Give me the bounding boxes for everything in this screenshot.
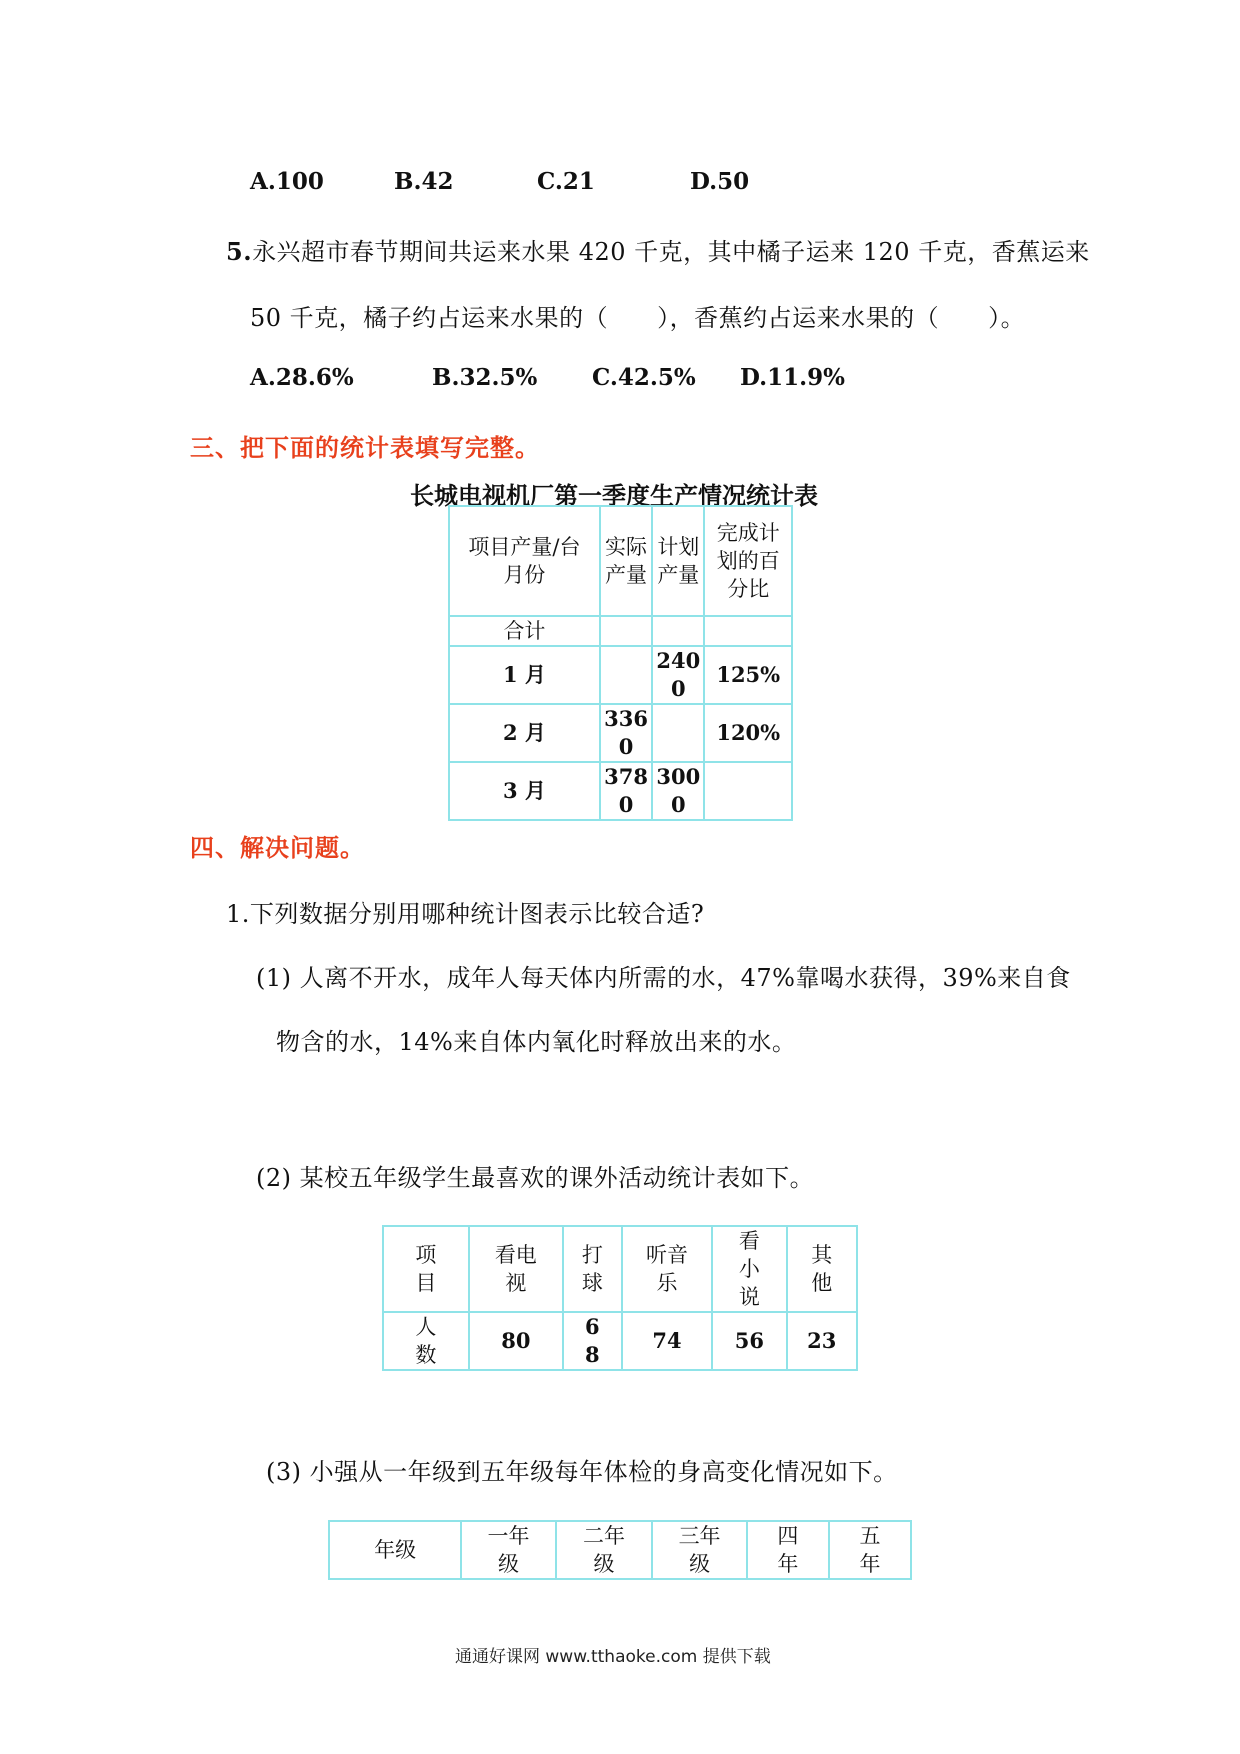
row-actual: 3360 <box>604 706 648 759</box>
row-planned <box>652 616 704 646</box>
row-actual <box>600 616 652 646</box>
q5-option-a: A.28.6% <box>250 364 354 391</box>
section-4-heading: 四、解决问题。 <box>190 833 365 862</box>
question-1: 1.下列数据分别用哪种统计图表示比较合适? <box>226 900 705 928</box>
q5-option-b: B.32.5% <box>432 364 538 391</box>
grade-cell: 四年 <box>777 1524 799 1576</box>
row-percent: 120% <box>704 704 792 762</box>
grade-cell: 二年级 <box>583 1524 626 1576</box>
corner-header-top: 项目产量/台 <box>468 535 581 559</box>
row-actual <box>600 646 652 704</box>
q5-text-1: 永兴超市春节期间共运来水果 420 千克，其中橘子运来 120 千克，香蕉运来 <box>252 238 1090 266</box>
q5-line-1 <box>226 232 1090 267</box>
q5-line-2: 50 千克，橘子约占运来水果的（ ），香蕉约占运来水果的（ ）。 <box>250 304 1026 332</box>
sub-question-1-line-1: (1) 人离不开水，成年人每天体内所需的水，47%靠喝水获得，39%来自食 <box>256 964 1071 992</box>
row-planned: 2400 <box>656 648 701 701</box>
q5-option-d: D.11.9% <box>740 364 846 391</box>
row-percent <box>704 616 792 646</box>
q4-option-b: B.42 <box>394 168 454 195</box>
height-table <box>328 1520 912 1580</box>
sub-question-1-line-2: 物含的水，14%来自体内氧化时释放出来的水。 <box>276 1028 797 1056</box>
row-month: 合计 <box>449 616 600 646</box>
q4-option-c: C.21 <box>537 168 595 195</box>
sub-question-3: (3) 小强从一年级到五年级每年体检的身高变化情况如下。 <box>266 1458 898 1486</box>
corner-header-bottom: 月份 <box>503 563 546 587</box>
row-planned: 3000 <box>656 764 701 817</box>
q5-option-c: C.42.5% <box>592 364 696 391</box>
table-row <box>383 1312 857 1370</box>
row-month: 1 月 <box>449 646 600 704</box>
grade-cell: 五年 <box>859 1524 881 1576</box>
production-table <box>448 505 793 821</box>
activity-item: 其他 <box>811 1243 833 1295</box>
table-row <box>449 704 792 762</box>
activity-header-label: 项目 <box>415 1243 437 1295</box>
activity-item: 打球 <box>581 1243 603 1295</box>
completion-percent-header: 完成计划的百分比 <box>716 521 780 601</box>
activity-item: 看电视 <box>494 1243 537 1295</box>
production-table-title: 长城电视机厂第一季度生产情况统计表 <box>410 481 818 510</box>
q4-option-a: A.100 <box>250 168 324 195</box>
q4-option-d: D.50 <box>690 168 750 195</box>
planned-output-header: 计划产量 <box>657 535 700 587</box>
activity-count: 74 <box>622 1312 713 1370</box>
height-table-label: 年级 <box>329 1521 461 1579</box>
row-planned <box>652 704 704 762</box>
row-month: 2 月 <box>449 704 600 762</box>
table-row <box>449 646 792 704</box>
grade-cell: 一年级 <box>487 1524 530 1576</box>
section-3-heading: 三、把下面的统计表填写完整。 <box>190 433 540 462</box>
table-row <box>449 616 792 646</box>
activity-item: 看小说 <box>738 1229 760 1309</box>
actual-output-header: 实际产量 <box>605 535 648 587</box>
corner-header-cell <box>449 506 600 616</box>
row-month: 3 月 <box>449 762 600 820</box>
activity-table <box>382 1225 858 1371</box>
row-percent <box>704 762 792 820</box>
activity-count: 23 <box>787 1312 857 1370</box>
q5-number: 5. <box>226 237 253 266</box>
row-actual: 3780 <box>604 764 648 817</box>
page-footer: 通通好课网 www.tthaoke.com 提供下载 <box>455 1647 771 1667</box>
activity-count: 56 <box>712 1312 786 1370</box>
activity-item: 听音乐 <box>645 1243 688 1295</box>
table-row <box>449 762 792 820</box>
activity-count: 80 <box>469 1312 563 1370</box>
activity-count: 68 <box>585 1314 600 1367</box>
row-percent: 125% <box>704 646 792 704</box>
sub-question-2: (2) 某校五年级学生最喜欢的课外活动统计表如下。 <box>256 1164 815 1192</box>
grade-cell: 三年级 <box>678 1524 721 1576</box>
activity-row-label: 人数 <box>415 1315 437 1367</box>
